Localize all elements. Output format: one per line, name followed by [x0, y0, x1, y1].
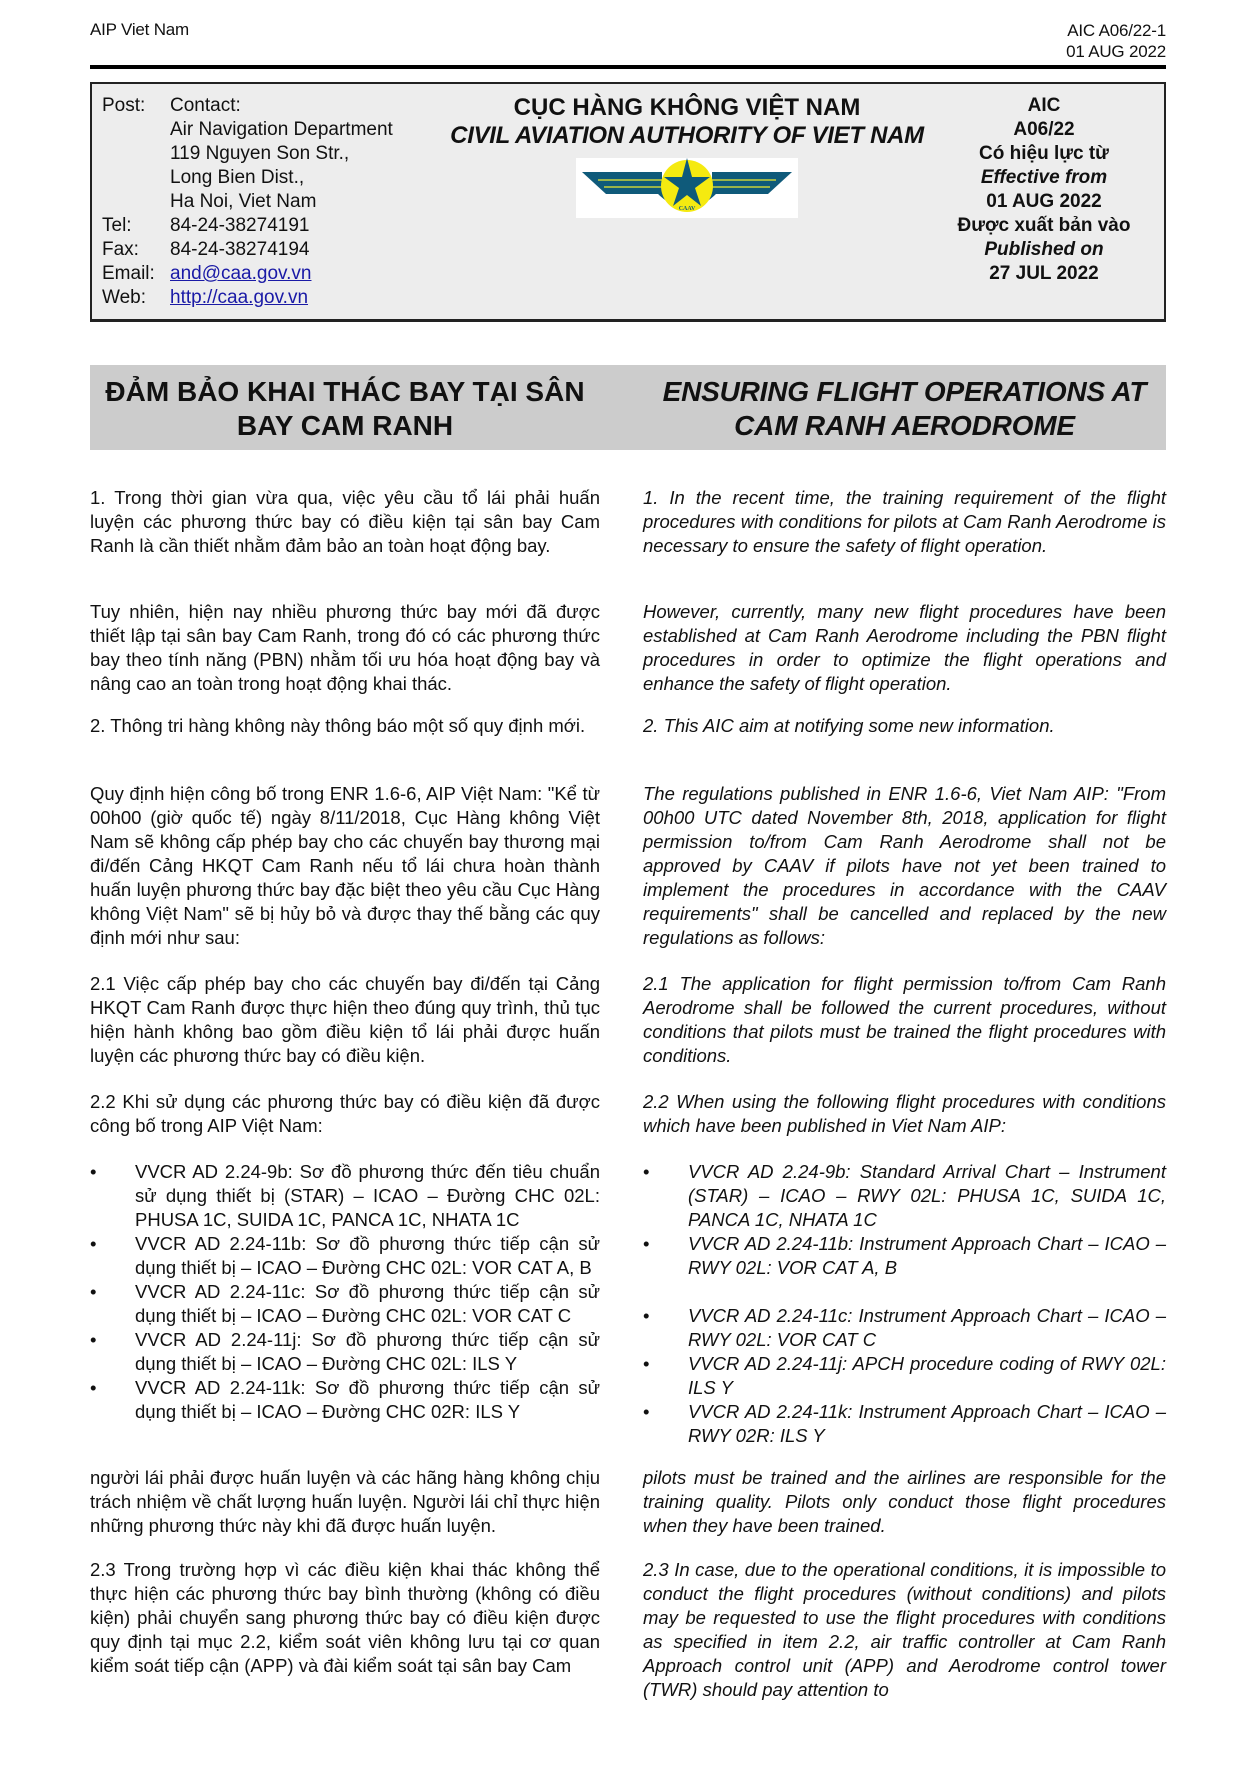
list-item: • VVCR AD 2.24-11j: APCH procedure coding of RWY 02L: ILS Y — [643, 1353, 1166, 1398]
paragraph: 2. This AIC aim at notifying some new information. — [643, 715, 1055, 736]
bullet-icon: • — [90, 1161, 97, 1182]
email-row — [102, 262, 393, 286]
published-date: 27 JUL 2022 — [989, 263, 1099, 284]
authority-name-vn: CỤC HÀNG KHÔNG VIỆT NAM — [513, 94, 861, 121]
published-label-en: Published on — [984, 239, 1104, 260]
list-item: • VVCR AD 2.24-9b: Standard Arrival Chart – Instrument (STAR) – ICAO – RWY 02L: PHUSA 1C, SUIDA 1C, PANCA 1C, NHATA 1C — [643, 1161, 1166, 1230]
address-line: Long Bien Dist., — [170, 167, 305, 188]
aic-info-box — [90, 82, 1166, 322]
procedure-list-en — [643, 1160, 1166, 1448]
list-item: • VVCR AD 2.24-11b: Sơ đồ phương thức tiếp cận sử dụng thiết bị – ICAO – Đường CHC 02L: VOR CAT A, B — [90, 1233, 600, 1278]
paragraph: 2.2 Khi sử dụng các phương thức bay có điều kiện đã được công bố trong AIP Việt Nam: — [90, 1091, 600, 1136]
aic-details — [934, 94, 1154, 286]
tel-row — [102, 214, 393, 238]
post-label: Post: — [102, 95, 146, 116]
publication-name: AIP Viet Nam — [90, 20, 190, 39]
effective-label-vn: Có hiệu lực từ — [979, 143, 1109, 164]
title-english — [643, 375, 1166, 443]
paragraph: Quy định hiện công bố trong ENR 1.6-6, AIP Việt Nam: "Kể từ 00h00 (giờ quốc tế) ngày 8/11/2018, Cục Hàng không Việt Nam sẽ không cấp phép bay cho các chuyến bay thương mại đi/đến Cảng HKQT Cam Ranh nếu tổ lái chưa hoàn thành huấn luyện phương thức bay đặc biệt theo yêu cầu Cục Hàng không Việt Nam" sẽ bị hủy bỏ và được thay thế bằng các quy định mới như sau: — [90, 783, 600, 948]
bullet-icon: • — [643, 1401, 650, 1422]
address-line: Contact: — [170, 95, 241, 116]
web-row — [102, 286, 393, 310]
address-line: Air Navigation Department — [170, 119, 393, 140]
tel-value: 84-24-38274191 — [170, 215, 310, 236]
bullet-icon: • — [643, 1233, 650, 1254]
list-item: • VVCR AD 2.24-11k: Sơ đồ phương thức tiếp cận sử dụng thiết bị – ICAO – Đường CHC 02R: ILS Y — [90, 1377, 600, 1422]
caav-wings-star-icon — [576, 158, 798, 218]
paragraph: However, currently, many new flight procedures have been established at Cam Ranh Aerodrome including the PBN flight procedures in order to optimize the flight operations and enhance the safety of flight operation. — [643, 601, 1166, 694]
list-item: • VVCR AD 2.24-11b: Instrument Approach Chart – ICAO – RWY 02L: VOR CAT A, B — [643, 1233, 1166, 1278]
page-header — [90, 18, 1166, 68]
address-line: 119 Nguyen Son Str., — [170, 143, 350, 164]
paragraph: Tuy nhiên, hiện nay nhiều phương thức bay mới đã được thiết lập tại sân bay Cam Ranh, trong đó có các phương thức bay theo tính năng (PBN) nhằm tối ưu hóa hoạt động bay và nâng cao an toàn trong hoạt động khai thác. — [90, 601, 600, 694]
caav-logo — [576, 158, 798, 218]
bullet-icon: • — [643, 1161, 650, 1182]
paragraph: 2.1 The application for flight permission to/from Cam Ranh Aerodrome shall be followed the current procedures, without conditions that pilots must be trained the flight procedures with conditions. — [643, 973, 1166, 1066]
bullet-icon: • — [90, 1329, 97, 1350]
bullet-icon: • — [90, 1281, 97, 1302]
bullet-icon: • — [90, 1233, 97, 1254]
paragraph: người lái phải được huấn luyện và các hãng hàng không chịu trách nhiệm về chất lượng huấn luyện. Người lái chỉ thực hiện những phương thức này khi đã được huấn luyện. — [90, 1467, 600, 1536]
paragraph: 2.1 Việc cấp phép bay cho các chuyến bay đi/đến tại Cảng HKQT Cam Ranh được thực hiện theo đúng quy trình, thủ tục hiện hành không bao gồm điều kiện tổ lái phải được huấn luyện các phương thức bay có điều kiện. — [90, 973, 600, 1066]
list-item: • VVCR AD 2.24-11j: Sơ đồ phương thức tiếp cận sử dụng thiết bị – ICAO – Đường CHC 02L: ILS Y — [90, 1329, 600, 1374]
list-item: • VVCR AD 2.24-11c: Instrument Approach Chart – ICAO – RWY 02L: VOR CAT C — [643, 1305, 1166, 1350]
post-row — [102, 94, 393, 214]
email-link[interactable]: and@caa.gov.vn — [170, 263, 312, 284]
title-en-line: ENSURING FLIGHT OPERATIONS AT — [662, 376, 1147, 407]
bullet-icon: • — [90, 1377, 97, 1398]
paragraph: 2.3 In case, due to the operational conditions, it is impossible to conduct the flight procedures (without conditions) and pilots may be requested to use the flight procedures with conditions as specified in item 2.2, air traffic controller at Cam Ranh Approach control unit (APP) and Aerodrome control tower (TWR) should pay attention to — [643, 1559, 1166, 1700]
title-en-line: CAM RANH AERODROME — [734, 410, 1075, 441]
bullet-icon: • — [643, 1305, 650, 1326]
post-address — [170, 94, 393, 214]
page-reference — [1066, 20, 1166, 62]
title-vn-line: BAY CAM RANH — [236, 410, 454, 441]
document-title-band — [90, 365, 1166, 450]
page-date: 01 AUG 2022 — [1066, 42, 1166, 61]
effective-date: 01 AUG 2022 — [986, 191, 1102, 212]
svg-text:CAAV: CAAV — [678, 206, 696, 212]
fax-value: 84-24-38274194 — [170, 239, 310, 260]
list-item: • VVCR AD 2.24-11k: Instrument Approach Chart – ICAO – RWY 02R: ILS Y — [643, 1401, 1166, 1446]
paragraph: 2. Thông tri hàng không này thông báo một số quy định mới. — [90, 715, 586, 736]
authority-name-en: CIVIL AVIATION AUTHORITY OF VIET NAM — [450, 122, 924, 149]
paragraph: 2.2 When using the following flight procedures with conditions which have been published in Viet Nam AIP: — [643, 1091, 1166, 1136]
paragraph: 1. In the recent time, the training requirement of the flight procedures with conditions for pilots at Cam Ranh Aerodrome is necessary to ensure the safety of flight operation. — [643, 487, 1166, 556]
title-vn-line: ĐẢM BẢO KHAI THÁC BAY TẠI SÂN — [105, 376, 585, 407]
published-label-vn: Được xuất bản vào — [957, 215, 1131, 236]
list-item: • VVCR AD 2.24-11c: Sơ đồ phương thức tiếp cận sử dụng thiết bị – ICAO – Đường CHC 02L: VOR CAT C — [90, 1281, 600, 1326]
paragraph: pilots must be trained and the airlines are responsible for the training quality. Pilots only conduct those flight procedures when they have been trained. — [643, 1467, 1166, 1536]
website-link[interactable]: http://caa.gov.vn — [170, 287, 309, 308]
tel-label: Tel: — [102, 215, 132, 236]
paragraph: The regulations published in ENR 1.6-6, Viet Nam AIP: "From 00h00 UTC dated November 8th, 2018, application for flight permission to/from Cam Ranh Aerodrome shall not be approved by CAAV if pilots have not yet been trained to implement the procedures in accordance with the CAAV requirements" shall be cancelled and replaced by the new regulations as follows: — [643, 783, 1166, 948]
effective-label-en: Effective from — [980, 167, 1108, 188]
aic-label: AIC — [1027, 95, 1061, 116]
fax-label: Fax: — [102, 239, 139, 260]
procedure-list-vn — [90, 1160, 600, 1424]
title-vietnamese — [90, 375, 600, 443]
paragraph: 2.3 Trong trường hợp vì các điều kiện khai thác không thể thực hiện các phương thức bay bình thường (không có điều kiện) phải chuyển sang phương thức bay có điều kiện được quy định tại mục 2.2, kiểm soát viên không lưu tại cơ quan kiểm soát tiếp cận (APP) và đài kiểm soát tại sân bay Cam — [90, 1559, 600, 1676]
contact-block — [102, 94, 393, 310]
paragraph: 1. Trong thời gian vừa qua, việc yêu cầu tổ lái phải huấn luyện các phương thức bay có điều kiện tại sân bay Cam Ranh là cần thiết nhằm đảm bảo an toàn hoạt động bay. — [90, 487, 600, 556]
email-label: Email: — [102, 263, 155, 284]
authority-block — [432, 94, 942, 218]
bullet-icon: • — [643, 1353, 650, 1374]
list-item: • VVCR AD 2.24-9b: Sơ đồ phương thức đến tiêu chuẩn sử dụng thiết bị (STAR) – ICAO – Đường CHC 02L: PHUSA 1C, SUIDA 1C, PANCA 1C, NHATA 1C — [90, 1161, 600, 1230]
aic-page-number: AIC A06/22-1 — [1067, 21, 1166, 40]
address-line: Ha Noi, Viet Nam — [170, 191, 317, 212]
web-label: Web: — [102, 287, 147, 308]
header-divider — [90, 65, 1166, 69]
aic-number: A06/22 — [1013, 119, 1075, 140]
fax-row — [102, 238, 393, 262]
